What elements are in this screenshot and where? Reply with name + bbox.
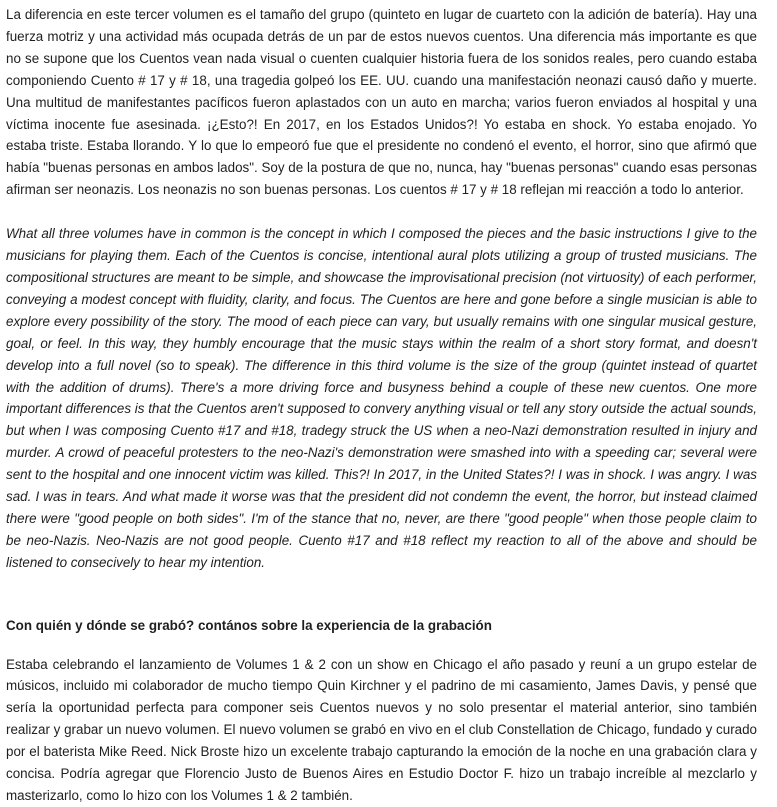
- paragraph-spanish: La diferencia en este tercer volumen es el tamaño del grupo (quinteto en lugar de cuarteto con la adición de batería). Hay una fuerza motriz y una actividad más ocupada detrás de un par de estos nuevos cuentos. Una diferencia más importante es que no se supone que los Cuentos vean nada visual o cuenten cualquier historia fuera de los sonidos reales, pero cuando estaba componiendo Cuento # 17 y # 18, una tragedia golpeó los EE. UU. cuando una manifestación neonazi causó daño y muerte. Una multitud de manifestantes pacíficos fueron aplastados con un auto en marcha; varios fueron enviados al hospital y una víctima inocente fue asesinada. ¡¿Esto?! En 2017, en los Estados Unidos?! Yo estaba en shock. Yo estaba enojado. Yo estaba triste. Estaba llorando. Y lo que lo empeoró fue que el presidente no condenó el evento, el horror, sino que afirmó que había "buenas personas en ambos lados". Soy de la postura de que no, nunca, hay "buenas personas" cuando esas personas afirman ser neonazis. Los neonazis no son buenas personas. Los cuentos # 17 y # 18 reflejan mi reacción a todo lo anterior.: [6, 7, 757, 198]
- article-body: [6, 4, 757, 807]
- interview-question-heading: Con quién y dónde se grabó? contános sobre la experiencia de la grabación: [6, 617, 492, 633]
- interview-answer-paragraph: Estaba celebrando el lanzamiento de Volumes 1 & 2 con un show en Chicago el año pasado y reuní a un grupo estelar de músicos, incluido mi colaborador de mucho tiempo Quin Kirchner y el padrino de mi casamiento, James Davis, y pensé que sería la oportunidad perfecta para componer seis Cuentos nuevos y no solo presentar el material anterior, sino también realizar y grabar un nuevo volumen. El nuevo volumen se grabó en vivo en el club Constellation de Chicago, fundado y curado por el baterista Mike Reed. Nick Broste hizo un excelente trabajo capturando la emoción de la noche en una grabación clara y concisa. Podría agregar que Florencio Justo de Buenos Aires en Estudio Doctor F. hizo un trabajo increíble al mezclarlo y masterizarlo, como lo hizo con los Volumes 1 & 2 también.: [6, 656, 757, 803]
- paragraph-english-italic: What all three volumes have in common is the concept in which I composed the pieces and the basic instructions I give to the musicians for playing them. Each of the Cuentos is concise, intentional aural plots utilizing a group of trusted musicians. The compositional structures are meant to be simple, and showcase the improvisational precision (not virtuosity) of each performer, conveying a modest concept with fluidity, clarity, and focus. The Cuentos are here and gone before a single musician is able to explore every possibility of the story. The mood of each piece can vary, but usually remains with one singular musical gesture, goal, or feel. In this way, they humbly encourage that the music stays within the realm of a short story format, and doesn't develop into a full novel (so to speak). The difference in this third volume is the size of the group (quintet instead of quartet with the addition of drums). There's a more driving force and busyness behind a couple of these new cuentos. One more important differences is that the Cuentos aren't supposed to convery anything visual or tell any story outside the actual sounds, but when I was composing Cuento #17 and #18, tradegy struck the US when a neo-Nazi demonstration resulted in injury and murder. A crowd of peaceful protesters to the neo-Nazi's demonstration were smashed into with a speeding car; several were sent to the hospital and one innocent victim was killed. This?! In 2017, in the United States?! I was in shock. I was angry. I was sad. I was in tears. And what made it worse was that the president did not condemn the event, the horror, but instead claimed there were "good people on both sides". I'm of the stance that no, never, are there "good people" when those people claim to be neo-Nazis. Neo-Nazis are not good people. Cuento #17 and #18 reflect my reaction to all of the above and should be listened to consecively to hear my intention.: [6, 226, 757, 570]
